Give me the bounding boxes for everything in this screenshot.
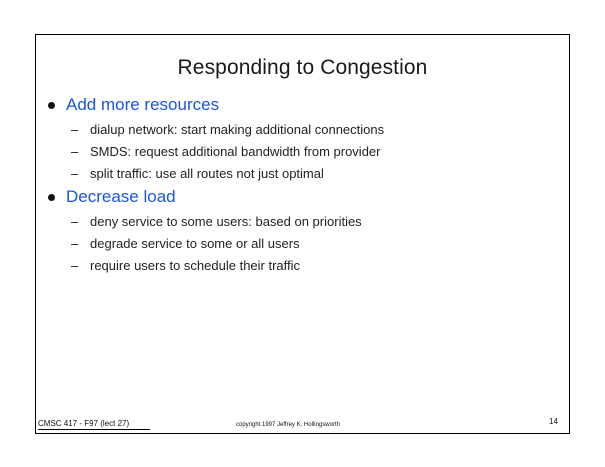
- bullet-dot-icon: [48, 194, 55, 201]
- dash-icon: –: [71, 235, 79, 251]
- sub-item: [71, 142, 380, 160]
- sub-item-label: split traffic: use all routes not just optimal: [90, 165, 324, 181]
- slide-title: Responding to Congestion: [177, 56, 428, 79]
- sub-item: [71, 256, 300, 274]
- bullet-item-add-resources: [48, 94, 219, 116]
- bullet-label: Decrease load: [66, 187, 176, 206]
- dash-icon: –: [71, 143, 79, 159]
- sub-item: [71, 164, 324, 182]
- sub-item-label: SMDS: request additional bandwidth from provider: [90, 143, 381, 159]
- sub-item-label: dialup network: start making additional connections: [90, 121, 385, 137]
- page-number: 14: [549, 417, 558, 426]
- footer-copyright: copyright 1997 Jeffrey K. Hollingsworth: [236, 422, 340, 428]
- bullet-dot-icon: [48, 102, 55, 109]
- sub-item-label: require users to schedule their traffic: [90, 257, 301, 273]
- sub-item: [71, 120, 384, 138]
- dash-icon: –: [71, 257, 79, 273]
- bullet-item-decrease-load: [48, 186, 176, 208]
- dash-icon: –: [71, 213, 79, 229]
- footer-course-label: CMSC 417 - F97 (lect 27): [38, 419, 130, 428]
- sub-item-label: degrade service to some or all users: [90, 235, 300, 251]
- sub-item: [71, 234, 300, 252]
- dash-icon: –: [71, 121, 79, 137]
- sub-item: [71, 212, 362, 230]
- bullet-label: Add more resources: [66, 95, 220, 114]
- footer-underline: [38, 429, 150, 430]
- sub-item-label: deny service to some users: based on priorities: [90, 213, 362, 229]
- dash-icon: –: [71, 165, 79, 181]
